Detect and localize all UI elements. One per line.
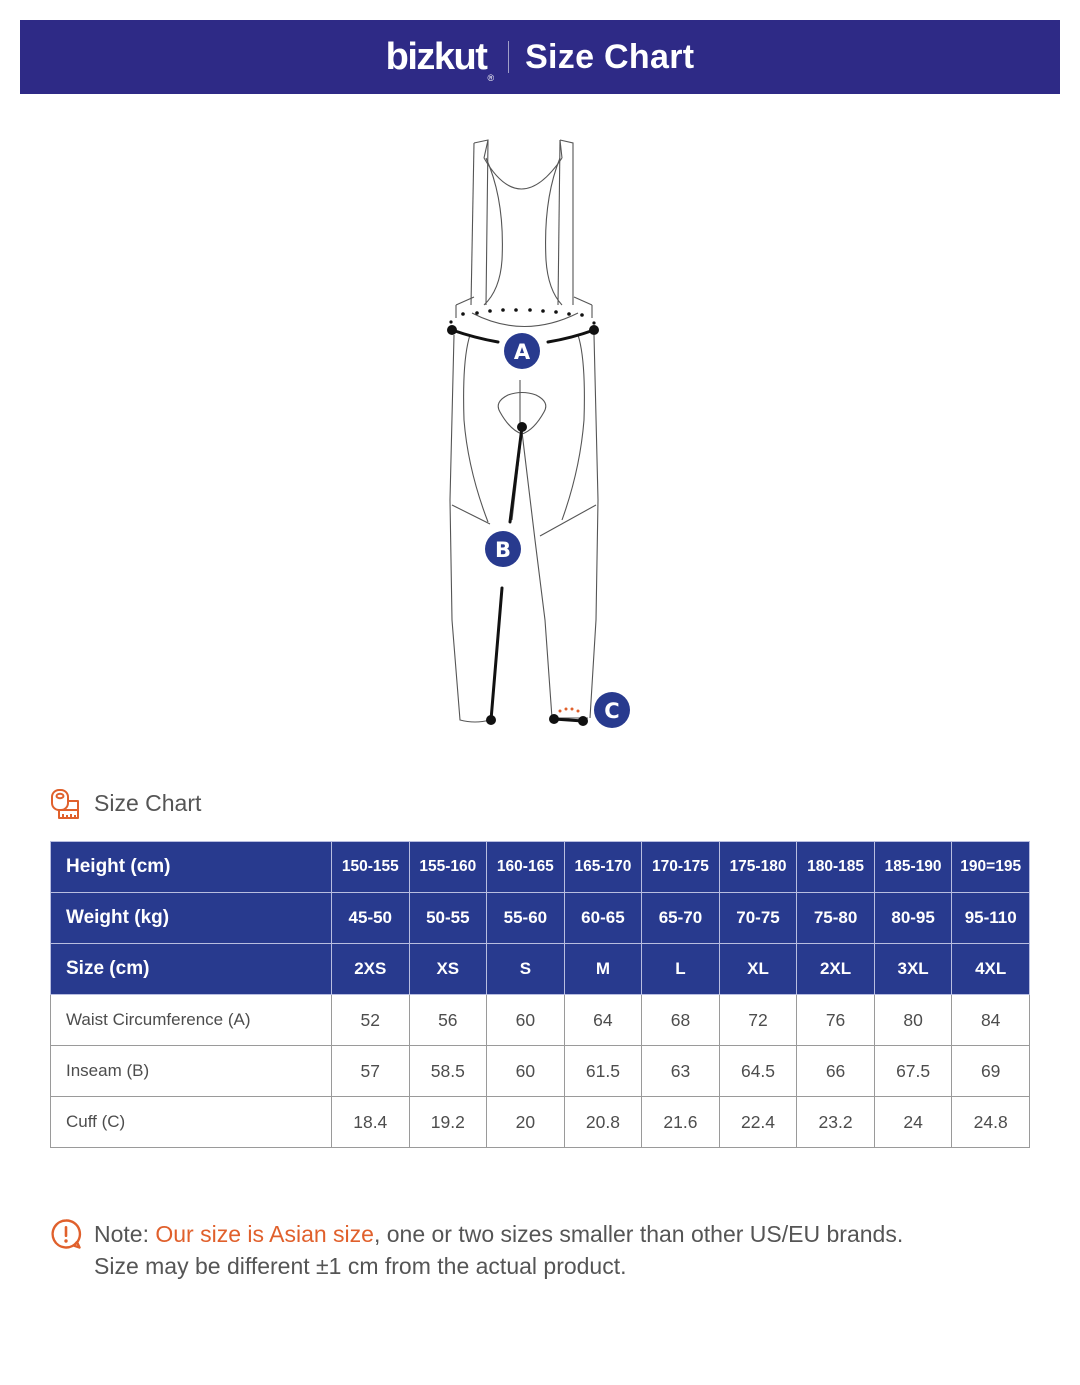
cuff-cell: 20.8 — [564, 1097, 642, 1148]
inseam-cell: 69 — [952, 1046, 1030, 1097]
waist-cell: 52 — [332, 995, 410, 1046]
page-title: Size Chart — [525, 37, 695, 76]
cuff-cell: 20 — [487, 1097, 565, 1148]
inseam-cell: 63 — [642, 1046, 720, 1097]
size-cell: L — [642, 944, 720, 995]
note-prefix: Note: — [94, 1221, 156, 1247]
cuff-cell: 22.4 — [719, 1097, 797, 1148]
inseam-row — [51, 1046, 1030, 1097]
row-header: Weight (kg) — [51, 893, 332, 944]
height-row — [51, 842, 1030, 893]
inseam-cell: 66 — [797, 1046, 875, 1097]
cuff-cell: 21.6 — [642, 1097, 720, 1148]
inseam-cell: 60 — [487, 1046, 565, 1097]
row-header: Waist Circumference (A) — [51, 995, 332, 1046]
note-line-1 — [94, 1218, 903, 1250]
section-title-label: Size Chart — [94, 789, 202, 816]
weight-cell: 95-110 — [952, 893, 1030, 944]
waist-cell: 84 — [952, 995, 1030, 1046]
cuff-cell: 24 — [874, 1097, 952, 1148]
weight-cell: 75-80 — [797, 893, 875, 944]
size-cell: 4XL — [952, 944, 1030, 995]
weight-cell: 80-95 — [874, 893, 952, 944]
height-cell: 150-155 — [332, 842, 410, 893]
weight-cell: 45-50 — [332, 893, 410, 944]
weight-cell: 50-55 — [409, 893, 487, 944]
size-note — [50, 1218, 1040, 1282]
waist-cell: 68 — [642, 995, 720, 1046]
height-cell: 175-180 — [719, 842, 797, 893]
weight-cell: 55-60 — [487, 893, 565, 944]
size-row — [51, 944, 1030, 995]
waist-cell: 80 — [874, 995, 952, 1046]
cuff-row — [51, 1097, 1030, 1148]
note-text — [94, 1218, 903, 1282]
svg-text:A: A — [513, 340, 531, 364]
bib-tights-illustration — [420, 130, 660, 740]
header-divider — [508, 41, 509, 73]
garment-diagram — [420, 130, 660, 740]
waist-cell: 64 — [564, 995, 642, 1046]
size-cell: 2XS — [332, 944, 410, 995]
header-bar — [20, 20, 1060, 94]
alert-speech-bubble-icon — [50, 1218, 82, 1250]
waist-row — [51, 995, 1030, 1046]
size-cell: M — [564, 944, 642, 995]
size-chart-section-title — [50, 786, 201, 820]
size-chart-table — [50, 841, 1030, 1148]
size-cell: XS — [409, 944, 487, 995]
brand-name: bizkut — [385, 36, 487, 78]
height-cell: 190=195 — [952, 842, 1030, 893]
note-line-1-rest: , one or two sizes smaller than other US/EU brands. — [373, 1221, 904, 1247]
size-cell: 2XL — [797, 944, 875, 995]
note-highlight: Our size is Asian size — [155, 1221, 374, 1247]
svg-text:C: C — [604, 699, 620, 723]
waist-cell: 76 — [797, 995, 875, 1046]
brand-logo — [385, 36, 495, 83]
height-cell: 180-185 — [797, 842, 875, 893]
weight-cell: 70-75 — [719, 893, 797, 944]
inseam-cell: 58.5 — [409, 1046, 487, 1097]
height-cell: 185-190 — [874, 842, 952, 893]
cuff-cell: 24.8 — [952, 1097, 1030, 1148]
height-cell: 165-170 — [564, 842, 642, 893]
weight-cell: 60-65 — [564, 893, 642, 944]
waist-cell: 56 — [409, 995, 487, 1046]
waist-cell: 60 — [487, 995, 565, 1046]
inseam-cell: 57 — [332, 1046, 410, 1097]
measuring-tape-icon — [50, 787, 80, 819]
svg-text:B: B — [494, 538, 512, 562]
row-header: Size (cm) — [51, 944, 332, 995]
size-cell: 3XL — [874, 944, 952, 995]
size-cell: S — [487, 944, 565, 995]
inseam-cell: 61.5 — [564, 1046, 642, 1097]
marker-a — [504, 333, 540, 369]
inseam-cell: 67.5 — [874, 1046, 952, 1097]
height-cell: 170-175 — [642, 842, 720, 893]
row-header: Cuff (C) — [51, 1097, 332, 1148]
row-header: Inseam (B) — [51, 1046, 332, 1097]
marker-c — [594, 692, 630, 728]
registered-mark: ® — [487, 73, 495, 83]
height-cell: 160-165 — [487, 842, 565, 893]
size-cell: XL — [719, 944, 797, 995]
inseam-cell: 64.5 — [719, 1046, 797, 1097]
note-line-2: Size may be different ±1 cm from the actual product. — [94, 1253, 627, 1279]
marker-b — [485, 531, 521, 567]
weight-row — [51, 893, 1030, 944]
weight-cell: 65-70 — [642, 893, 720, 944]
row-header: Height (cm) — [51, 842, 332, 893]
cuff-cell: 18.4 — [332, 1097, 410, 1148]
cuff-cell: 23.2 — [797, 1097, 875, 1148]
height-cell: 155-160 — [409, 842, 487, 893]
cuff-cell: 19.2 — [409, 1097, 487, 1148]
waist-cell: 72 — [719, 995, 797, 1046]
